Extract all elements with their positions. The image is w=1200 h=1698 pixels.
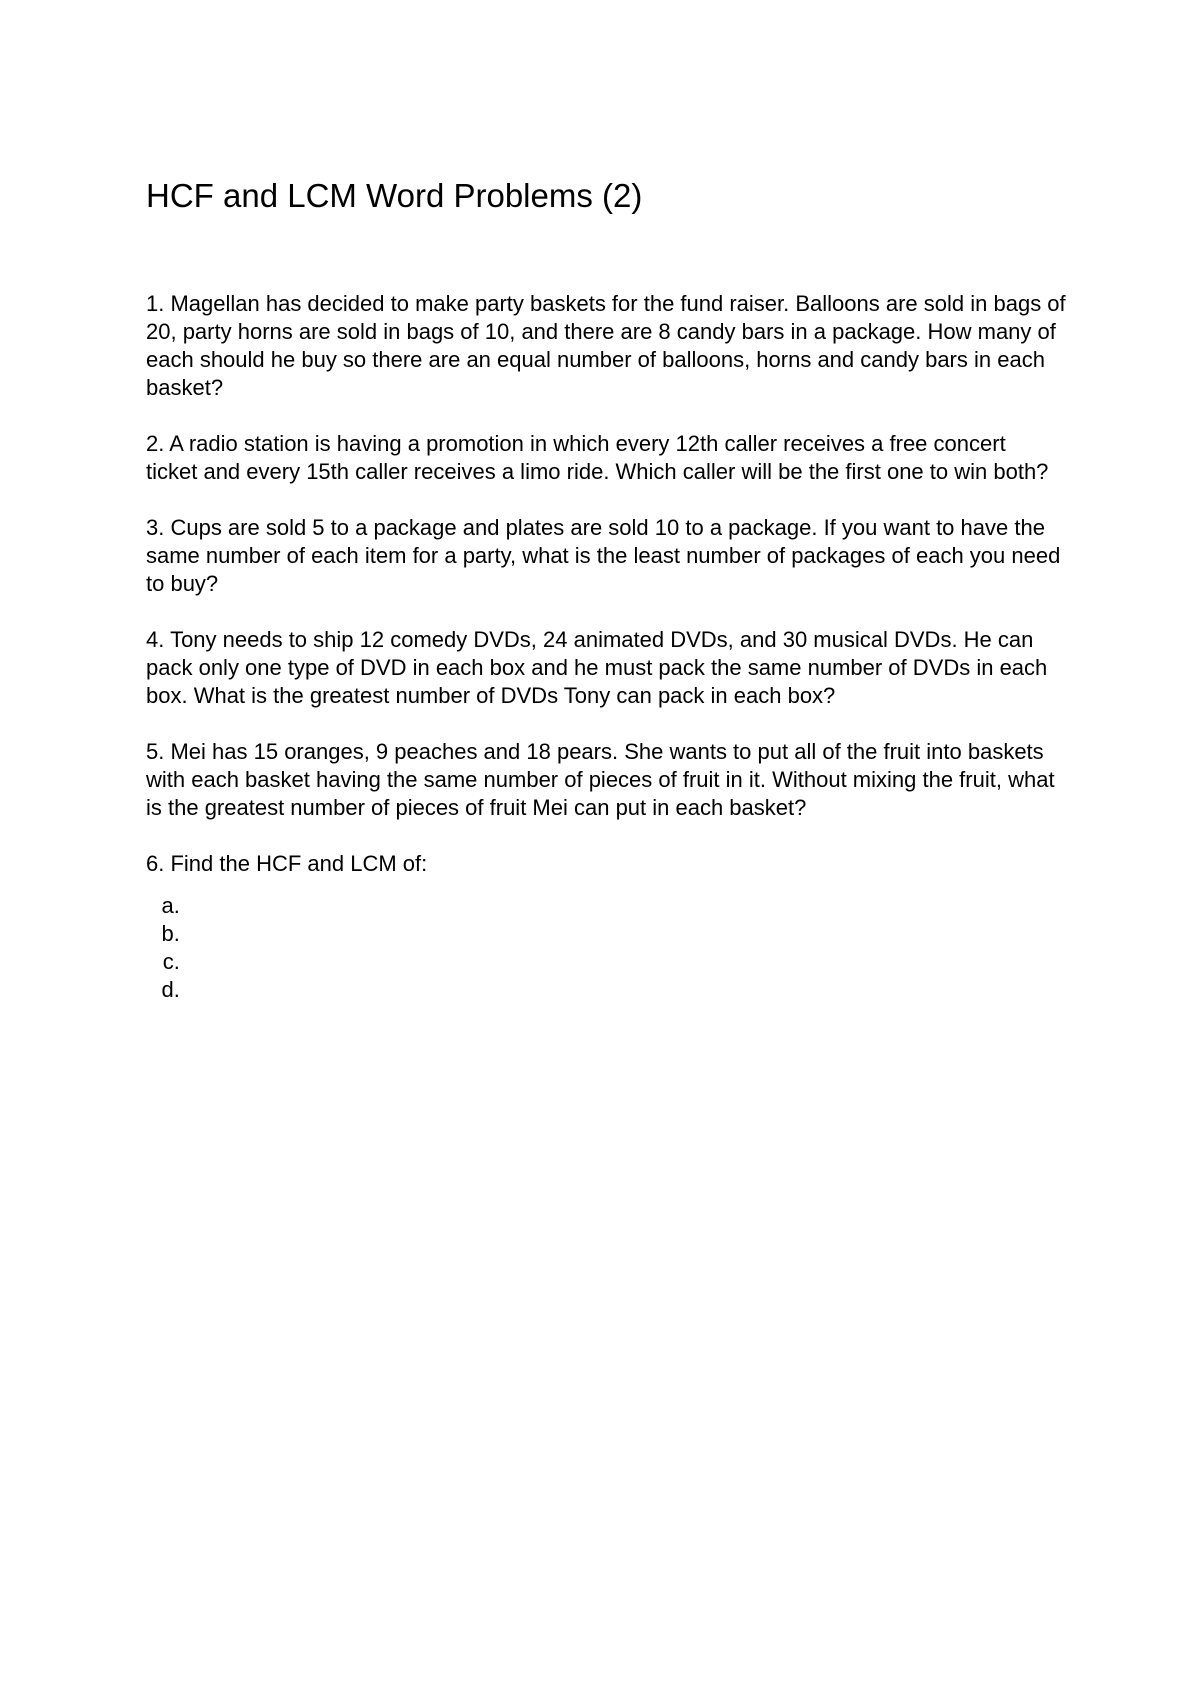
document-title: HCF and LCM Word Problems (2) <box>146 177 643 214</box>
problem-5 <box>146 738 1061 822</box>
sub-item-b <box>186 920 1066 948</box>
problem-text: 1. Magellan has decided to make party baskets for the fund raiser. Balloons are sold in bags of 20, party horns are sold in bags of 10, and there are 8 candy bars in a package. How many of each should he buy so there are an equal number of balloons, horns and candy bars in each basket? <box>146 291 1066 400</box>
problem-3 <box>146 514 1061 598</box>
problem-4 <box>146 626 1061 710</box>
sub-item-c <box>186 948 1066 976</box>
problem-1 <box>146 290 1066 402</box>
problem-2 <box>146 430 1061 486</box>
problem-text: 3. Cups are sold 5 to a package and plates are sold 10 to a package. If you want to have the same number of each item for a party, what is the least number of packages of each you need to buy? <box>146 515 1061 596</box>
problem-text: 4. Tony needs to ship 12 comedy DVDs, 24 animated DVDs, and 30 musical DVDs. He can pack only one type of DVD in each box and he must pack the same number of DVDs in each box. What is the greatest number of DVDs Tony can pack in each box? <box>146 627 1048 708</box>
problem-text: 5. Mei has 15 oranges, 9 peaches and 18 pears. She wants to put all of the fruit into baskets with each basket having the same number of pieces of fruit in it. Without mixing the fruit, what is the greatest number of pieces of fruit Mei can put in each basket? <box>146 739 1055 820</box>
problem-text: 6. Find the HCF and LCM of: <box>146 851 428 876</box>
problem-text: 2. A radio station is having a promotion in which every 12th caller receives a free concert ticket and every 15th caller receives a limo ride. Which caller will be the first one to win both? <box>146 431 1049 484</box>
sub-item-d <box>186 976 1066 1004</box>
sub-item-a <box>186 892 1066 920</box>
problem-6 <box>146 850 1066 1004</box>
document-content <box>146 175 1066 1032</box>
sub-item-list <box>146 892 1066 1004</box>
